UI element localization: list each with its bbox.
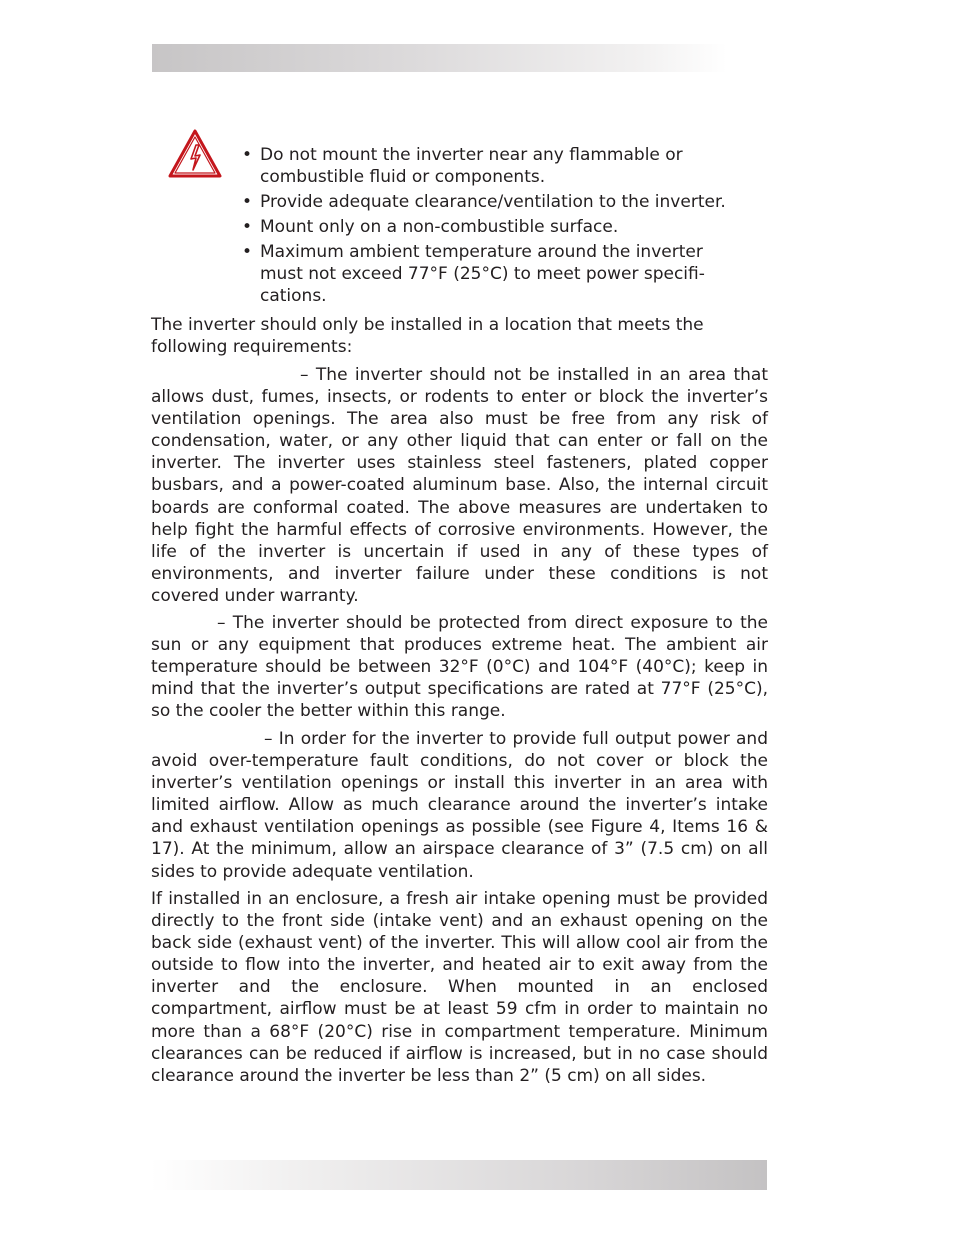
- warning-bullet: • Maximum ambient temperature around the inverter must not exceed 77°F (25°C) to meet power specifi- cations.: [242, 242, 705, 306]
- enclosure-paragraph: If installed in an enclosure, a fresh air intake opening must be provided directly to the front side (intake vent) and an exhaust opening on the back side (exhaust vent) of the inverter. This will allow cool air from the outside to flow into the inverter, and heated air to exit away from the inverter and the enclosure. When mounted in an enclosed compartment, airflow must be at least 59 cfm in order to maintain no more than a 68°F (20°C) rise in compartment temperature. Minimum clearances can be reduced if airflow is increased, but in no case should clearance around the inverter be less than 2” (5 cm) on all sides.: [151, 889, 768, 1086]
- warning-bullet-list: [242, 144, 772, 310]
- warning-bullet: • Provide adequate clearance/ventilation to the inverter.: [242, 192, 726, 212]
- intro-paragraph: The inverter should only be installed in a location that meets the following requirements:: [151, 315, 704, 358]
- warning-bullet: • Do not mount the inverter near any flammable or combustible fluid or components.: [242, 145, 683, 187]
- electrical-hazard-warning-icon: [167, 128, 223, 180]
- requirement-environment-paragraph: – The inverter should not be installed in an area that allows dust, fumes, insects, or rodents to enter or block the inverter’s ventilation openings. The area also must be free from any risk of condensation, water, or any other liquid that can enter or fall on the inverter. The inverter uses stainless steel fasteners, plated copper busbars, and a power-coated aluminum base. Also, the internal circuit boards are conformal coated. The above measures are undertaken to help fight the harmful effects of corrosive environments. However, the life of the inverter is uncertain if used in any of these types of environments, and inverter failure under these conditions is not covered under warranty.: [151, 365, 768, 606]
- warning-bullet: • Mount only on a non-combustible surface.: [242, 217, 619, 237]
- requirement-temperature-paragraph: – The inverter should be protected from direct exposure to the sun or any equipment that produces extreme heat. The ambient air temperature should be between 32°F (0°C) and 104°F (40°C); keep in mind that the inverter’s output specifications are rated at 77°F (25°C), so the cooler the better within this range.: [151, 613, 768, 722]
- footer-band: [150, 1160, 767, 1190]
- requirement-ventilation-paragraph: – In order for the inverter to provide full output power and avoid over-temperature fault conditions, do not cover or block the inverter’s ventilation openings or install this inverter in an area with limited airflow. Allow as much clearance around the inverter’s intake and exhaust ventilation openings as possible (see Figure 4, Items 16 & 17). At the minimum, allow an airspace clearance of 3” (7.5 cm) on all sides to provide adequate ventilation.: [151, 729, 768, 882]
- header-band: [152, 44, 727, 72]
